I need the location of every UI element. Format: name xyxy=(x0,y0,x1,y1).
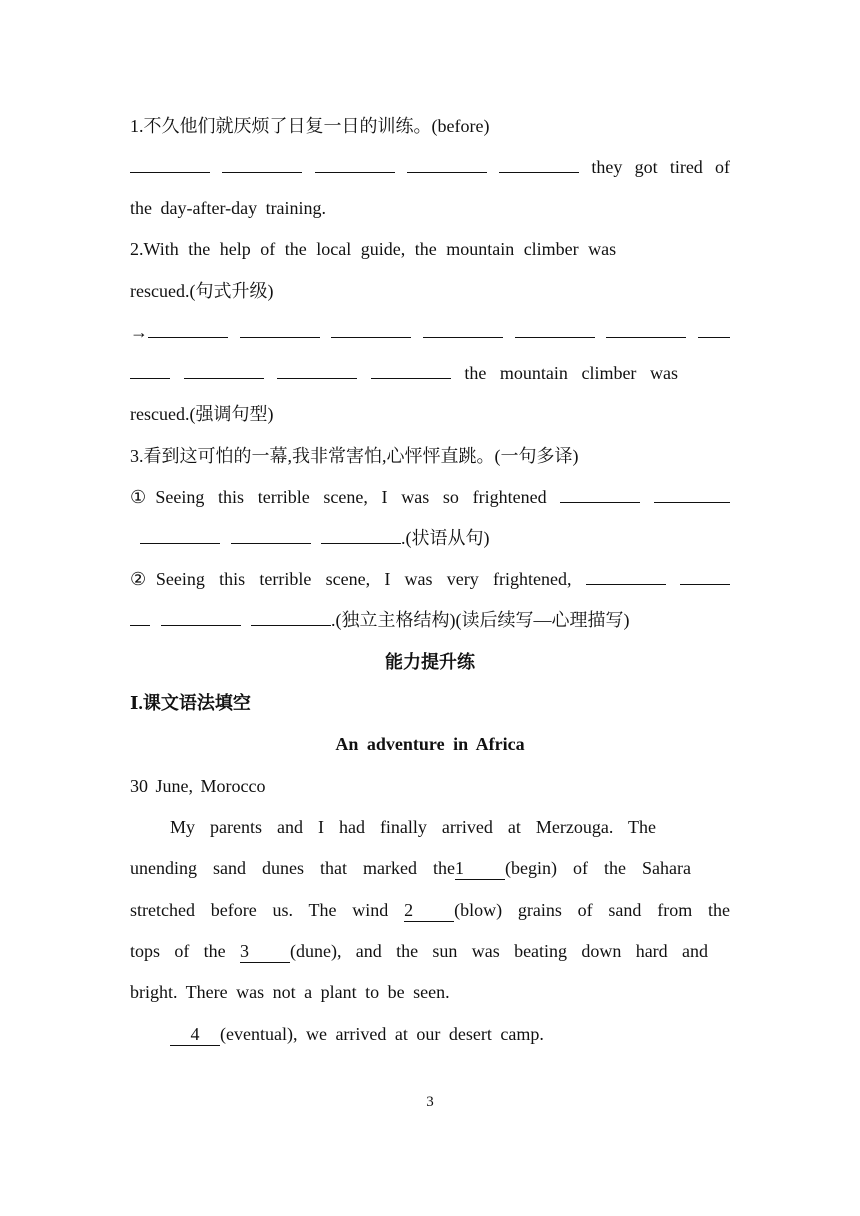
section-title: 能力提升练 xyxy=(385,652,475,672)
blank[interactable] xyxy=(130,610,150,626)
blank[interactable] xyxy=(586,569,666,585)
blank[interactable] xyxy=(315,157,395,173)
q3-b-end: .(独立主格结构)(读后续写—心理描写) xyxy=(331,610,630,630)
blank-2[interactable]: 2 xyxy=(404,899,454,922)
passage-p1-line4 xyxy=(130,940,708,963)
blank-3[interactable]: 3 xyxy=(240,940,290,963)
blank[interactable] xyxy=(251,610,331,626)
blank[interactable] xyxy=(240,322,320,338)
blank[interactable] xyxy=(184,363,264,379)
q3-a-text: ①Seeing this terrible scene, I was so frightened xyxy=(130,487,547,507)
blank[interactable] xyxy=(331,322,411,338)
q3-a-line2 xyxy=(140,527,740,549)
q2-line2: rescued.(句式升级) xyxy=(130,281,274,301)
q2-prompt: 2.With the help of the local guide, the mountain climber was xyxy=(130,239,617,259)
blank[interactable] xyxy=(560,487,640,503)
q1-tail: they got tired of xyxy=(591,157,731,177)
q3-prompt: 3.看到这可怕的一幕,我非常害怕,心怦怦直跳。(一句多译) xyxy=(130,446,579,466)
blank[interactable] xyxy=(130,363,170,379)
subsection-title: Ⅰ.课文语法填空 xyxy=(130,693,251,713)
blank[interactable] xyxy=(698,322,730,338)
arrow-icon: → xyxy=(130,322,148,342)
q3-b-line2 xyxy=(130,609,730,631)
blank[interactable] xyxy=(499,157,579,173)
text: stretched before us. The wind xyxy=(130,900,389,920)
q1-answer-line xyxy=(130,156,730,178)
blank[interactable] xyxy=(515,322,595,338)
text: (begin) of the Sahara xyxy=(505,858,691,878)
blank[interactable] xyxy=(680,569,730,585)
q2-answer-line-1 xyxy=(130,321,730,343)
q2-tail: the mountain climber was xyxy=(464,363,678,383)
page-number: 3 xyxy=(426,1094,434,1110)
blank[interactable] xyxy=(654,487,730,503)
passage-title: An adventure in Africa xyxy=(335,734,525,754)
q3-a-line1 xyxy=(130,486,730,508)
text: unending sand dunes that marked the xyxy=(130,858,456,878)
blank[interactable] xyxy=(606,322,686,338)
blank[interactable] xyxy=(321,528,401,544)
text: (dune), and the sun was beating down hard and xyxy=(289,941,708,961)
blank[interactable] xyxy=(231,528,311,544)
q3-b-line1 xyxy=(130,568,730,590)
q1-prompt: 1.不久他们就厌烦了日复一日的训练。(before) xyxy=(130,116,490,136)
passage-p1-line5: bright. There was not a plant to be seen. xyxy=(130,982,450,1002)
blank[interactable] xyxy=(371,363,451,379)
blank-4[interactable]: 4 xyxy=(170,1023,220,1046)
blank[interactable] xyxy=(148,322,228,338)
q3-b-text: ②Seeing this terrible scene, I was very frightened, xyxy=(130,569,572,589)
blank[interactable] xyxy=(161,610,241,626)
blank[interactable] xyxy=(140,528,220,544)
q3-a-end: .(状语从句) xyxy=(401,528,490,548)
passage-p2-line1 xyxy=(170,1023,770,1046)
blank[interactable] xyxy=(407,157,487,173)
q1-line3: the day-after-day training. xyxy=(130,198,327,218)
blank[interactable] xyxy=(130,157,210,173)
text: (eventual), we arrived at our desert camp. xyxy=(220,1024,544,1044)
passage-p1-line3 xyxy=(130,899,730,922)
passage-p1-line1: My parents and I had finally arrived at Merzouga. The xyxy=(170,817,656,837)
q2-answer-line-2 xyxy=(130,362,678,384)
text: (blow) grains of sand from the xyxy=(454,900,730,920)
blank-1[interactable]: 1 xyxy=(455,857,505,880)
blank[interactable] xyxy=(222,157,302,173)
blank[interactable] xyxy=(423,322,503,338)
passage-p1-line2 xyxy=(130,857,691,880)
q2-line5: rescued.(强调句型) xyxy=(130,404,274,424)
text: tops of the xyxy=(130,941,226,961)
blank[interactable] xyxy=(277,363,357,379)
passage-date: 30 June, Morocco xyxy=(130,776,266,796)
